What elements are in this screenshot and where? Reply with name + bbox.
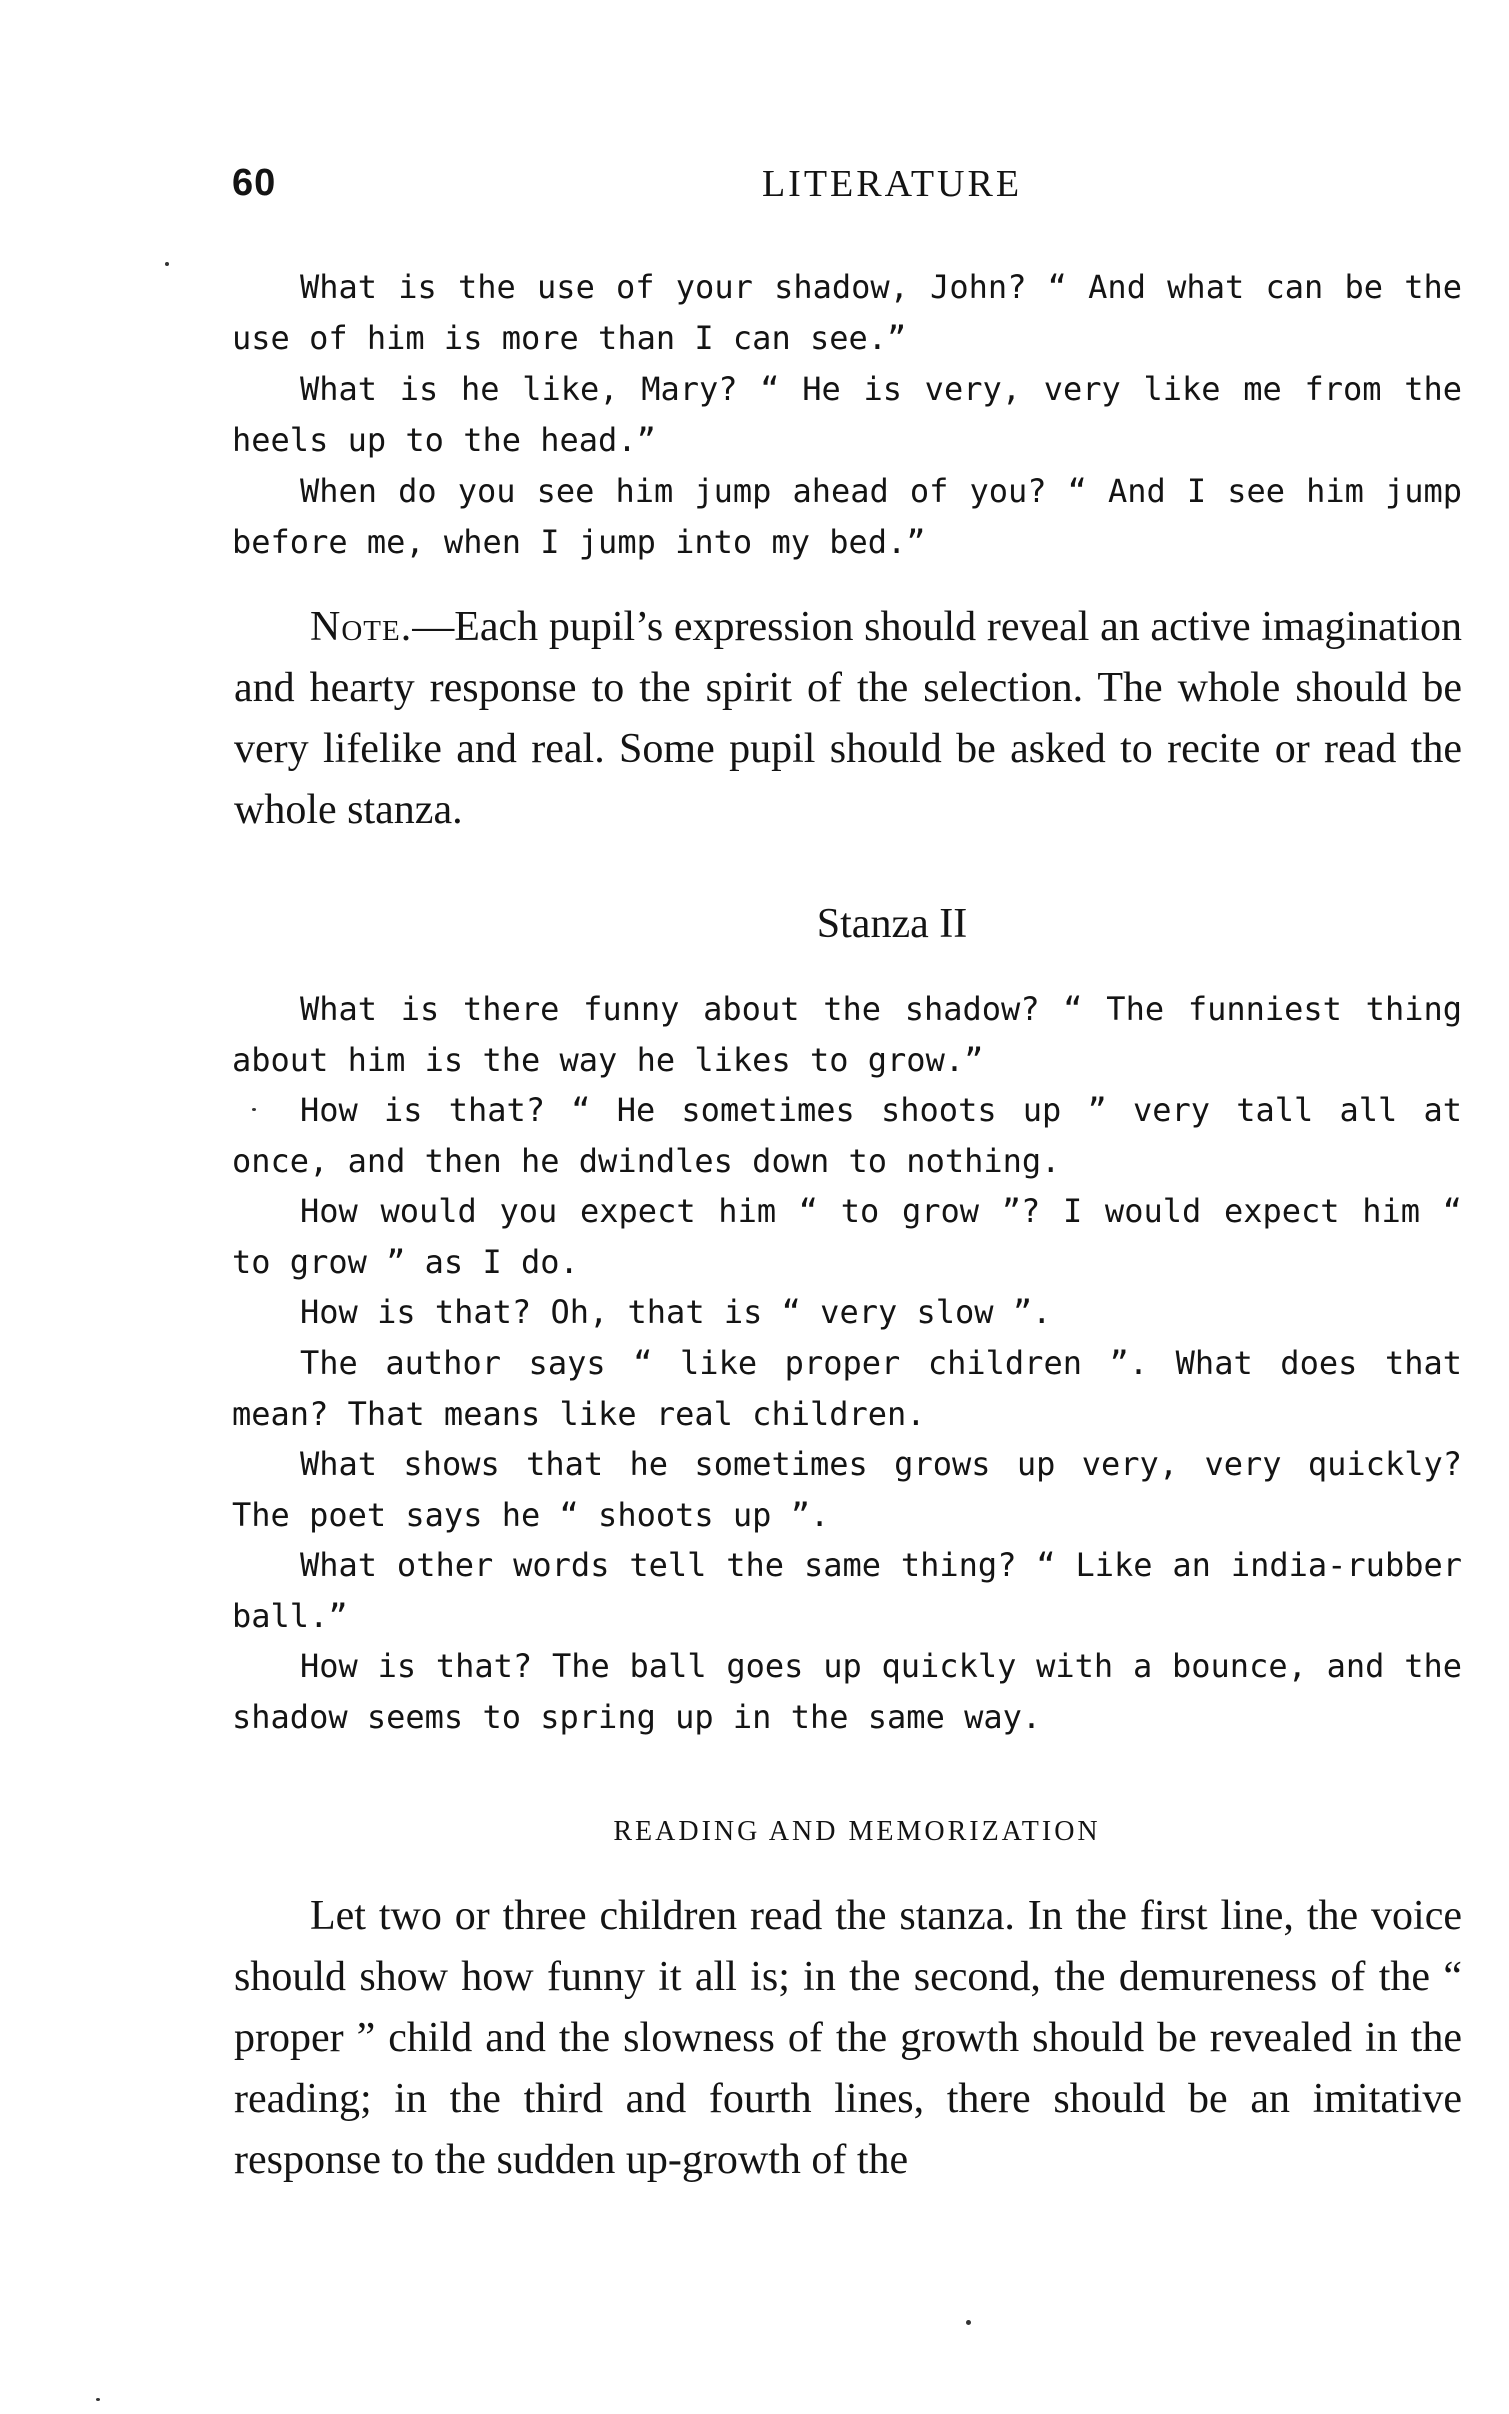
page-header <box>232 162 1462 212</box>
section-heading: READING AND MEMORIZATION <box>613 1816 1101 1847</box>
print-speck <box>96 2398 100 2401</box>
question-answer-6: How would you expect him “ to grow ”? I would expect him “ to grow ” as I do. <box>232 1192 1462 1281</box>
question-answer-7: How is that? Oh, that is “ very slow ”. <box>300 1293 1052 1331</box>
question-answer-2: What is he like, Mary? “ He is very, very like me from the heels up to the head.” <box>232 370 1462 459</box>
note-paragraph <box>234 597 1462 841</box>
print-speck <box>165 262 169 266</box>
question-answer-9: What shows that he sometimes grows up very, very quickly? The poet says he “ shoots up ”. <box>232 1445 1462 1534</box>
print-speck <box>966 2320 971 2325</box>
question-answer-3: When do you see him jump ahead of you? “ And I see him jump before me, when I jump into my bed.” <box>232 472 1462 561</box>
question-answer-10: What other words tell the same thing? “ Like an india-rubber ball.” <box>232 1546 1462 1635</box>
question-answer-4: What is there funny about the shadow? “ The funniest thing about him is the way he likes to grow.” <box>232 990 1462 1079</box>
question-answer-11: How is that? The ball goes up quickly with a bounce, and the shadow seems to spring up in the same way. <box>232 1647 1462 1736</box>
reading-paragraph: Let two or three children read the stanza. In the first line, the voice should show how funny it all is; in the second, the demureness of the “ proper ” child and the slowness of the growth should be revealed in the reading; in the third and fourth lines, there should be an imitative response to the sudden up-growth of the <box>234 1893 1462 2183</box>
question-answer-1: What is the use of your shadow, John? “ And what can be the use of him is more than I can see.” <box>232 268 1462 357</box>
running-head: LITERATURE <box>761 163 1023 205</box>
stanza-heading: Stanza II <box>816 901 968 947</box>
note-label: Note. <box>310 604 413 650</box>
page-number: 60 <box>232 162 277 204</box>
print-speck <box>252 1108 256 1111</box>
question-answer-5: How is that? “ He sometimes shoots up ” very tall all at once, and then he dwindles down to nothing. <box>232 1091 1462 1180</box>
note-text: —Each pupil’s expression should reveal an active imagination and hearty response to the spirit of the selection. The whole should be very lifelike and real. Some pupil should be asked to recite or read the whole stanza. <box>234 604 1462 833</box>
question-answer-8: The author says “ like proper children ”. What does that mean? That means like real children. <box>232 1344 1462 1433</box>
